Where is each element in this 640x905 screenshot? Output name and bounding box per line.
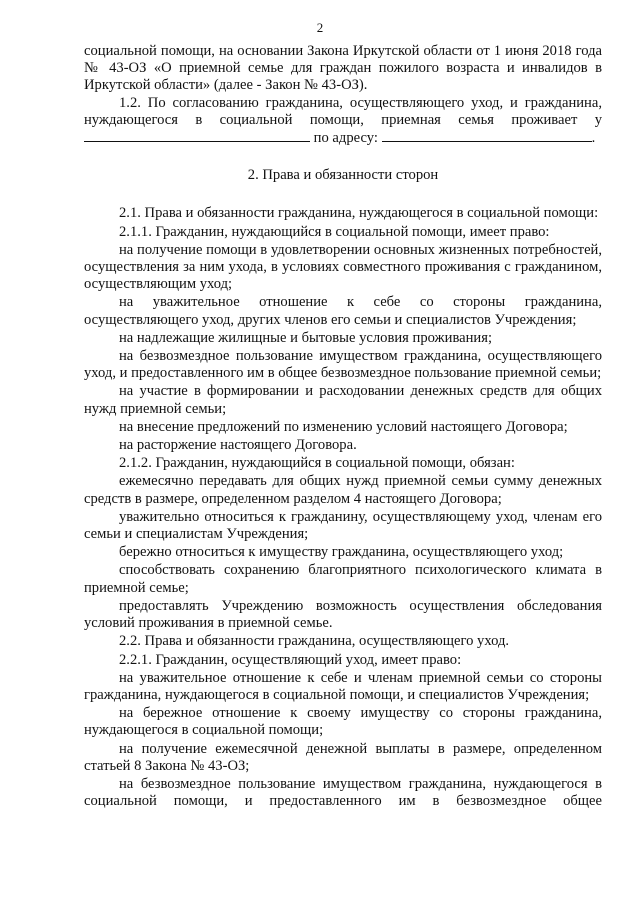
paragraph: уважительно относиться к гражданину, осуществляющему уход, членам его семьи и специалистам Учреждения; (84, 508, 602, 543)
paragraph: 2.2.1. Гражданин, осуществляющий уход, имеет право: (119, 651, 462, 668)
paragraph: на получение ежемесячной денежной выплаты в размере, определенном статьей 8 Закона № 43-ОЗ; (84, 740, 602, 774)
paragraph: 2.1.2. Гражданин, нуждающийся в социальной помощи, обязан: (119, 455, 515, 472)
paragraph-1-2-text: 1.2. По согласованию гражданина, осуществляющего уход, и гражданина, нуждающегося в социальной помощи, приемная семья проживает у (84, 94, 602, 128)
paragraph: ежемесячно передавать для общих нужд приемной семьи сумму денежных средств в размере, определенном разделом 4 настоящего Договора; (84, 473, 602, 507)
paragraph: 2.1.1. Гражданин, нуждающийся в социальной помощи, имеет право: (119, 223, 550, 240)
paragraph: на бережное отношение к своему имуществу со стороны гражданина, нуждающегося в социальной помощи; (84, 705, 602, 739)
blank-line-fio (84, 129, 310, 142)
page-number: 2 (316, 20, 324, 35)
paragraph: на надлежащие жилищные и бытовые условия проживания; (119, 329, 493, 346)
paragraph: 2.2. Права и обязанности гражданина, осуществляющего уход. (119, 633, 510, 650)
paragraph: предоставлять Учреждению возможность осуществления обследования условий проживания в приемной семье. (84, 597, 602, 632)
paragraph: на безвозмездное пользование имуществом гражданина, осуществляющего уход, и предоставленного им в общее безвозмездное пользование приемной семьи; (84, 348, 602, 382)
paragraph: на безвозмездное пользование имуществом гражданина, нуждающегося в социальной помощи, и предоставленного им в безвозмездное общее (84, 775, 602, 810)
paragraph: на уважительное отношение к себе и членам приемной семьи со стороны гражданина, нуждающегося в социальной помощи, и специалистов Учреждения; (84, 669, 602, 703)
paragraph: способствовать сохранению благоприятного психологического климата в приемной семье; (84, 562, 602, 596)
document-body (84, 43, 602, 810)
paragraph: бережно относиться к имуществу гражданина, осуществляющего уход; (119, 544, 564, 561)
section-heading: 2. Права и обязанности сторон (247, 167, 439, 184)
paragraph: на внесение предложений по изменению условий настоящего Договора; (119, 418, 568, 435)
paragraph: на уважительное отношение к себе со стороны гражданина, осуществляющего уход, других членов его семьи и специалистов Учреждения; (84, 294, 602, 328)
blank-line-address (382, 129, 592, 142)
paragraph: на получение помощи в удовлетворении основных жизненных потребностей, осуществления за ним ухода, в условиях совместного проживания с гражданином, осуществляющим уход; (84, 241, 602, 293)
paragraph-list (84, 205, 602, 810)
paragraph-continuation: социальной помощи, на основании Закона Иркутской области от 1 июня 2018 года № 43-ОЗ «О приемной семье для граждан пожилого возраста и инвалидов в Иркутской области» (далее - Закон № 43-ОЗ). (84, 43, 602, 94)
address-label: по адресу: (313, 130, 378, 147)
paragraph: на расторжение настоящего Договора. (119, 437, 357, 454)
paragraph-1-2-end: . (591, 130, 596, 147)
paragraph: на участие в формировании и расходовании денежных средств для общих нужд приемной семьи; (84, 383, 602, 417)
paragraph: 2.1. Права и обязанности гражданина, нуждающегося в социальной помощи: (119, 205, 599, 222)
paragraph-1-2 (84, 95, 602, 148)
